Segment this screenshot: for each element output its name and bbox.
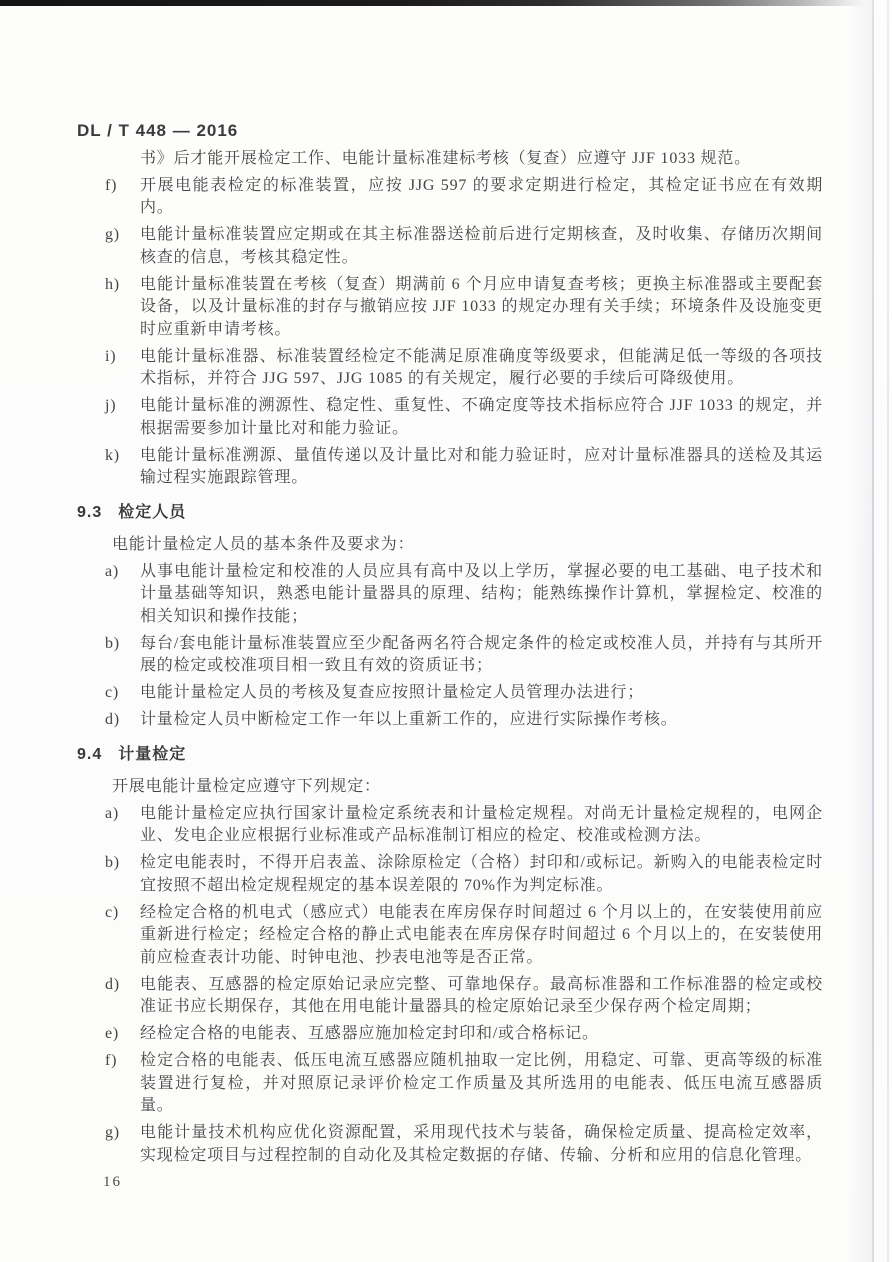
item-text: 经检定合格的电能表、互感器应施加检定封印和/或合格标记。 <box>140 1025 599 1042</box>
item-text: 每台/套电能计量标准装置应至少配备两名符合规定条件的检定或校准人员，并持有与其所开展的检定或校准项目相一致且有效的资质证书； <box>140 634 823 674</box>
scan-right-shade <box>848 0 872 1262</box>
list-item-9-3-a <box>105 561 823 629</box>
item-text: 电能计量标准溯源、量值传递以及计量比对和能力验证时，应对计量标准器具的送检及其运输过程实施跟踪管理。 <box>140 446 823 486</box>
item-label: h) <box>105 275 120 293</box>
list-item-9-2-k <box>105 445 823 490</box>
item-label: k) <box>105 446 120 464</box>
item-label: d) <box>105 711 120 728</box>
list-item-9-4-d <box>105 974 823 1019</box>
item-label: i) <box>105 347 117 365</box>
section-9-4-intro: 开展电能计量检定应遵守下列规定： <box>112 778 381 795</box>
list-item-9-3-d <box>105 709 823 732</box>
item-text: 电能计量检定人员的考核及复查应按照计量检定人员管理办法进行； <box>140 684 645 701</box>
item-label: a) <box>105 562 120 580</box>
scan-page-edge-line <box>872 0 874 1262</box>
item-label: a) <box>105 804 120 822</box>
item-text: 电能计量标准装置应定期或在其主标准器送检前后进行定期核查，及时收集、存储历次期间核查的信息，考核其稳定性。 <box>140 226 823 266</box>
list-item-9-4-e <box>105 1023 823 1046</box>
section-title: 计量检定 <box>118 745 187 763</box>
item-text: 电能计量标准器、标准装置经检定不能满足原准确度等级要求，但能满足低一等级的各项技术指标，并符合 JJG 597、JJG 1085 的有关规定，履行必要的手续后可降级使用。 <box>140 347 823 387</box>
page-number: 16 <box>103 1174 122 1190</box>
list-item-9-3-c <box>105 682 823 705</box>
list-item-9-2-j <box>105 395 823 440</box>
item-text: 计量检定人员中断检定工作一年以上重新工作的，应进行实际操作考核。 <box>140 711 678 728</box>
item-text: 检定电能表时，不得开启表盖、涂除原检定（合格）封印和/或标记。新购入的电能表检定时宜按照不超出检定规程规定的基本误差限的 70%作为判定标准。 <box>140 854 823 894</box>
item-text: 电能计量标准的溯源性、稳定性、重复性、不确定度等技术指标应符合 JJF 1033 的规定，并根据需要参加计量比对和能力验证。 <box>140 397 823 437</box>
continuation-paragraph: 书》后才能开展检定工作、电能计量标准建标考核（复查）应遵守 JJF 1033 规范。 <box>140 150 751 167</box>
section-number: 9.3 <box>77 503 103 521</box>
item-label: j) <box>105 397 117 414</box>
item-label: f) <box>105 176 118 194</box>
item-label: e) <box>105 1025 120 1042</box>
section-9-3-intro: 电能计量检定人员的基本条件及要求为： <box>112 536 415 553</box>
item-label: c) <box>105 684 120 701</box>
scan-edge-top-artifact <box>0 0 892 6</box>
item-text: 电能计量标准装置在考核（复查）期满前 6 个月应申请复查考核；更换主标准器或主要配套设备，以及计量标准的封存与撤销应按 JJF 1033 的规定办理有关手续；环境条件及设施变更时应重新申请考核。 <box>140 275 823 338</box>
list-item-9-2-g <box>105 224 823 269</box>
item-text: 电能计量技术机构应优化资源配置，采用现代技术与装备，确保检定质量、提高检定效率，实现检定项目与过程控制的自动化及其检定数据的存储、传输、分析和应用的信息化管理。 <box>140 1124 823 1164</box>
list-item-9-2-f <box>105 175 823 220</box>
item-text: 电能计量检定应执行国家计量检定系统表和计量检定规程。对尚无计量检定规程的，电网企业、发电企业应根据行业标准或产品标准制订相应的检定、校准或检测方法。 <box>140 804 823 844</box>
list-item-9-2-h <box>105 274 823 342</box>
section-title: 检定人员 <box>118 503 187 521</box>
list-item-9-4-a <box>105 803 823 848</box>
item-text: 检定合格的电能表、低压电流互感器应随机抽取一定比例，用稳定、可靠、更高等级的标准装置进行复检，并对照原记录评价检定工作质量及其所选用的电能表、低压电流互感器质量。 <box>140 1052 823 1114</box>
item-label: c) <box>105 903 120 921</box>
item-label: d) <box>105 975 120 993</box>
section-heading-9-3 <box>77 502 823 525</box>
list-item-9-2-i <box>105 346 823 391</box>
list-item-9-4-g <box>105 1122 823 1167</box>
section-heading-9-4 <box>77 744 823 767</box>
scan-page-edge-line-2 <box>887 0 889 1262</box>
item-label: b) <box>105 854 120 871</box>
list-item-9-4-f <box>105 1050 823 1118</box>
item-text: 从事电能计量检定和校准的人员应具有高中及以上学历，掌握必要的电工基础、电子技术和计量基础等知识，熟悉电能计量器具的原理、结构；能熟练操作计算机，掌握检定、校准的相关知识和操作技能； <box>140 562 823 625</box>
item-text: 电能表、互感器的检定原始记录应完整、可靠地保存。最高标准器和工作标准器的检定或校准证书应长期保存，其他在用电能计量器具的检定原始记录至少保存两个检定周期； <box>140 975 823 1015</box>
list-item-9-3-b <box>105 633 823 678</box>
item-text: 开展电能表检定的标准装置，应按 JJG 597 的要求定期进行检定，其检定证书应在有效期内。 <box>140 176 823 216</box>
item-label: b) <box>105 634 120 652</box>
section-number: 9.4 <box>77 745 103 763</box>
page-body <box>77 148 823 1172</box>
item-text: 经检定合格的机电式（感应式）电能表在库房保存时间超过 6 个月以上的，在安装使用前应重新进行检定；经检定合格的静止式电能表在库房保存时间超过 6 个月以上的，在安装使用前应检查表计功能、时钟电池、抄表电池等是否正常。 <box>140 903 823 966</box>
item-label: g) <box>105 226 120 243</box>
item-label: g) <box>105 1124 120 1141</box>
list-item-9-4-c <box>105 902 823 970</box>
standard-number-header: DL / T 448 — 2016 <box>77 121 239 140</box>
item-label: f) <box>105 1052 118 1069</box>
list-item-9-4-b <box>105 852 823 897</box>
